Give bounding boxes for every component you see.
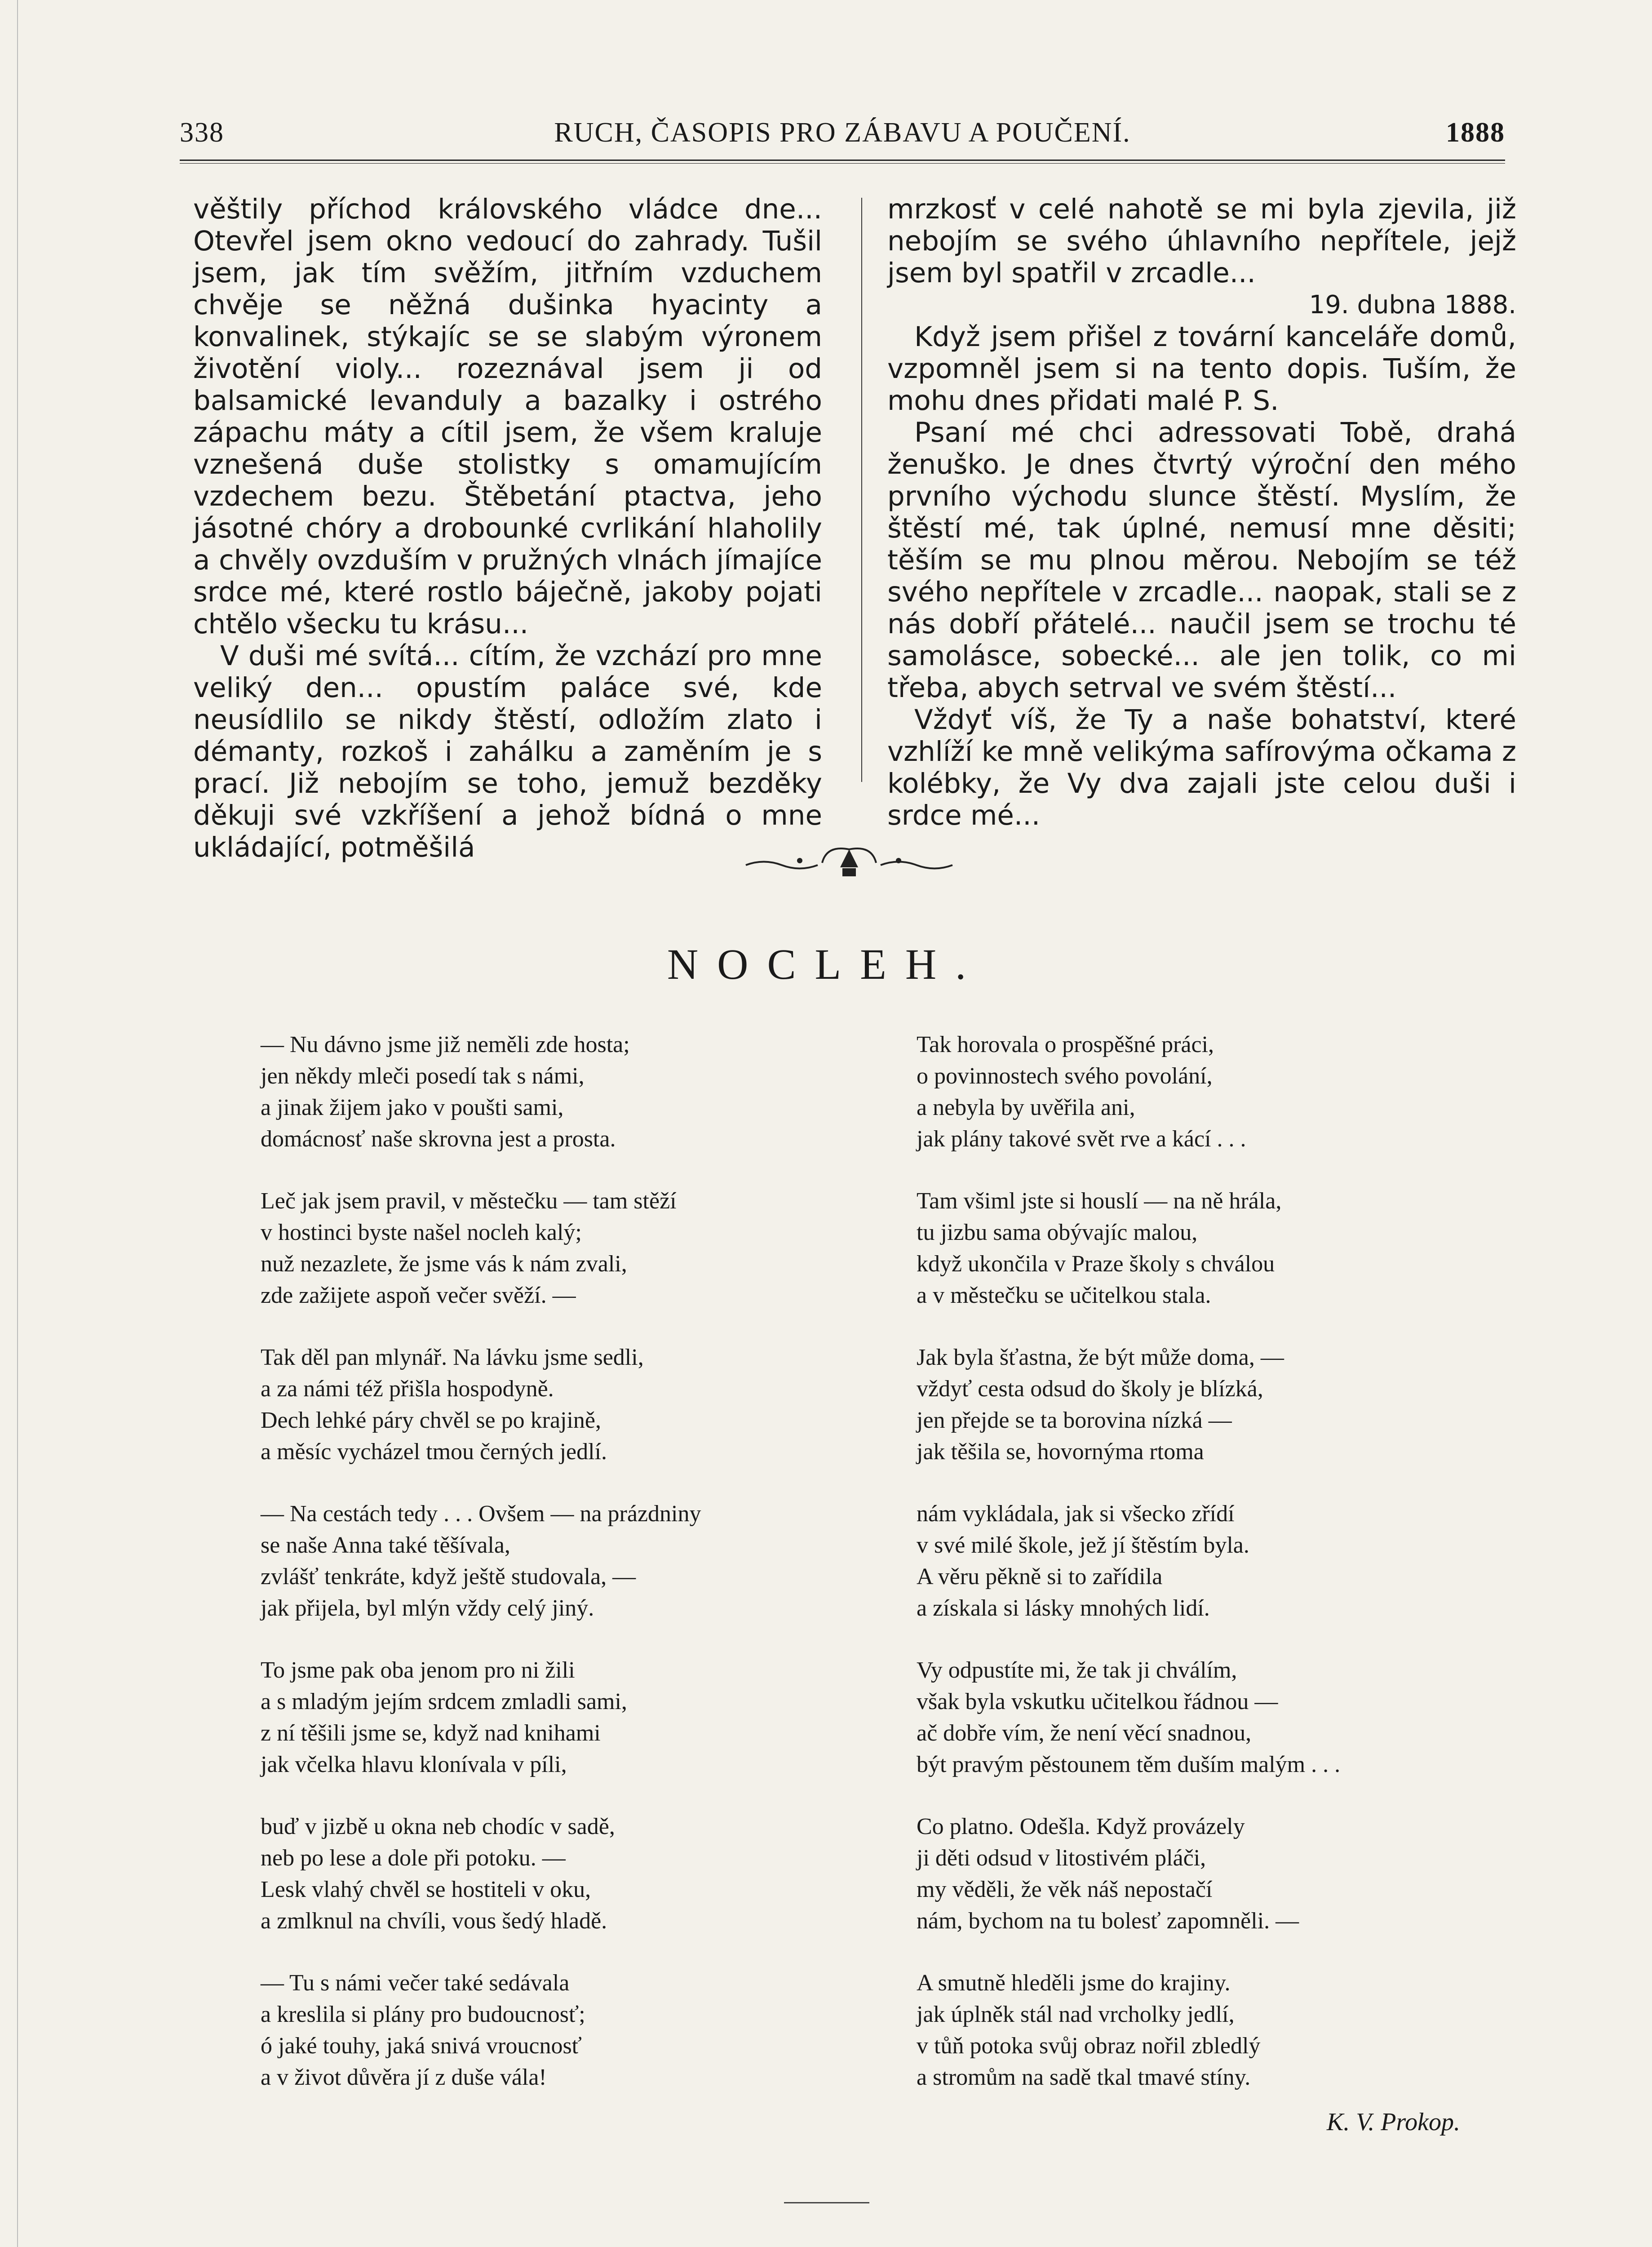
verse-line: a měsíc vycházel tmou černých jedlí.	[261, 1439, 607, 1465]
verse-line: v své milé škole, jež jí štěstím byla.	[917, 1532, 1249, 1558]
page-number: 338	[180, 117, 224, 148]
verse-line: A věru pěkně si to zařídila	[917, 1564, 1163, 1590]
verse-line: Lesk vlahý chvěl se hostiteli v oku,	[261, 1877, 591, 1902]
page-edge	[17, 0, 18, 2247]
verse-line: buď v jizbě u okna neb chodíc v sadě,	[261, 1814, 615, 1839]
stanza	[917, 1186, 1501, 1311]
verse-line: To jsme pak oba jenom pro ni žili	[261, 1657, 575, 1683]
verse-line: Dech lehké páry chvěl se po krajině,	[261, 1408, 602, 1433]
stanza	[917, 1811, 1501, 1937]
column-divider	[861, 198, 862, 782]
verse-line: jak úplněk stál nad vrcholky jedlí,	[917, 2002, 1235, 2027]
stanza	[261, 1655, 845, 1781]
verse-line: tu jizbu sama obývajíc malou,	[917, 1220, 1198, 1245]
verse-line: Co platno. Odešla. Když provázely	[917, 1814, 1245, 1839]
verse-line: nám vykládala, jak si všecko zřídí	[917, 1501, 1235, 1527]
verse-line: jen přejde se ta borovina nízká —	[917, 1408, 1232, 1433]
verse-line: zvlášť tenkráte, když ještě studovala, —	[261, 1564, 636, 1590]
verse-line: vždyť cesta odsud do školy je blízká,	[917, 1376, 1263, 1402]
journal-title: RUCH, ČASOPIS PRO ZÁBAVU A POUČENÍ.	[554, 117, 1131, 148]
verse-line: Tam všiml jste si houslí — na ně hrála,	[917, 1188, 1282, 1214]
verse-line: v tůň potoka svůj obraz nořil zbledlý	[917, 2033, 1261, 2059]
verse-line: — Na cestách tedy . . . Ovšem — na prázdniny	[261, 1501, 701, 1527]
poem-author: K. V. Prokop.	[1326, 2108, 1460, 2136]
verse-line: být pravým pěstounem těm duším malým . . .	[917, 1752, 1341, 1777]
verse-line: však byla vskutku učitelkou řádnou —	[917, 1689, 1278, 1714]
verse-line: a nebyla by uvěřila ani,	[917, 1095, 1135, 1120]
paragraph: V duši mé svítá... cítím, že vzchází pro mne veliký den... opustím paláce své, kde neusídlilo se nikdy štěstí, odložím zlato i démanty, rozkoš i zahálku a zaměním je s prací. Již nebojím se toho, jemuž bezděky děkuji své vzkříšení a jehož bídná o mne ukládající, potměšilá	[193, 640, 822, 863]
stanza	[917, 1029, 1501, 1155]
verse-line: ač dobře vím, že není věcí snadnou,	[917, 1720, 1252, 1746]
verse-line: zde zažijete aspoň večer svěží. —	[261, 1283, 576, 1308]
verse-line: jak těšila se, hovornýma rtoma	[917, 1439, 1204, 1465]
verse-line: a v život důvěra jí z duše vála!	[261, 2065, 547, 2090]
verse-line: — Tu s námi večer také sedávala	[261, 1970, 570, 1996]
verse-line: a stromům na sadě tkal tmavé stíny.	[917, 2065, 1251, 2090]
prose-right-column	[887, 193, 1516, 831]
verse-line: jak přijela, byl mlýn vždy celý jiný.	[261, 1595, 594, 1621]
stanza	[261, 1029, 845, 1155]
stanza	[917, 1342, 1501, 1468]
poem-title: NOCLEH.	[667, 940, 985, 988]
paragraph: Vždyť víš, že Ty a naše bohatství, které vzhlíží ke mně velikýma safírovýma očkama z kolébky, že Vy dva zajali jste celou duši i srdce mé...	[887, 704, 1516, 831]
verse-line: a kreslila si plány pro budoucnosť;	[261, 2002, 585, 2027]
paragraph: Psaní mé chci adressovati Tobě, drahá ženuško. Je dnes čtvrtý výroční den mého prvního východu slunce štěstí. Myslím, že štěstí mé, tak úplné, nemusí mne děsiti; těším se mu plnou měrou. Nebojím se též svého nepřítele v zrcadle... naopak, stali se z nás dobří přátelé... naučil jsem se trochu té samolásce, sobecké... ale jen tolik, co mi třeba, abych setrval ve svém štěstí...	[887, 417, 1516, 704]
poem-left-column	[261, 1029, 845, 2124]
verse-line: a jinak žijem jako v poušti sami,	[261, 1095, 564, 1120]
verse-line: o povinnostech svého povolání,	[917, 1063, 1213, 1089]
paragraph: věštily příchod královského vládce dne... Otevřel jsem okno vedoucí do zahrady. Tušil jsem, jak tím svěžím, jitřním vzduchem chvěje se něžná dušinka hyacinty a konvalinek, stýkajíc se se slabým výronem životění violy... rozeznával jsem ji od balsamické levanduly a bazalky i ostrého zápachu máty a cítil jsem, že všem kraluje vznešená duše stolistky s omamujícím vzdechem bezu. Štěbetání ptactva, jeho jásotné chóry a drobounké cvrlikání hlaholily a chvěly ovzduším v pružných vlnách jímajíce srdce mé, které rostlo báječně, jakoby pojati chtělo všecku tu krásu...	[193, 193, 822, 640]
stanza	[261, 1186, 845, 1311]
verse-line: a zmlknul na chvíli, vous šedý hladě.	[261, 1908, 607, 1934]
verse-line: Tak děl pan mlynář. Na lávku jsme sedli,	[261, 1345, 644, 1370]
end-rule	[784, 2202, 869, 2203]
stanza	[917, 1967, 1501, 2093]
year: 1888	[1446, 117, 1505, 148]
verse-line: a v městečku se učitelkou stala.	[917, 1283, 1211, 1308]
stanza	[261, 1498, 845, 1624]
verse-line: když ukončila v Praze školy s chválou	[917, 1251, 1275, 1277]
verse-line: v hostinci byste našel nocleh kalý;	[261, 1220, 582, 1245]
prose-left-column	[193, 193, 822, 863]
stanza	[261, 1342, 845, 1468]
verse-line: Leč jak jsem pravil, v městečku — tam stěží	[261, 1188, 677, 1214]
verse-line: Vy odpustíte mi, že tak ji chválím,	[917, 1657, 1237, 1683]
verse-line: a za námi též přišla hospodyně.	[261, 1376, 554, 1402]
verse-line: jen někdy mleči posedí tak s námi,	[261, 1063, 585, 1089]
header-rule	[180, 160, 1505, 164]
poem-right-column	[917, 1029, 1501, 2124]
stanza	[261, 1967, 845, 2093]
verse-line: Tak horovala o prospěšné práci,	[917, 1032, 1214, 1057]
verse-line: my věděli, že věk náš nepostačí	[917, 1877, 1213, 1902]
verse-line: jak plány takové svět rve a kácí . . .	[917, 1126, 1246, 1152]
verse-line: z ní těšili jsme se, když nad knihami	[261, 1720, 601, 1746]
verse-line: domácnosť naše skrovna jest a prosta.	[261, 1126, 616, 1152]
verse-line: nám, bychom na tu bolesť zapomněli. —	[917, 1908, 1299, 1934]
verse-line: jak včelka hlavu klonívala v píli,	[261, 1752, 567, 1777]
verse-line: Jak byla šťastna, že být může doma, —	[917, 1345, 1284, 1370]
stanza	[917, 1655, 1501, 1781]
decorative-ornament	[737, 840, 961, 885]
stanza	[261, 1811, 845, 1937]
paragraph: Když jsem přišel z tovární kanceláře domů, vzpomněl jsem si na tento dopis. Tuším, že mohu dnes přidati malé P. S.	[887, 321, 1516, 417]
verse-line: A smutně hleděli jsme do krajiny.	[917, 1970, 1231, 1996]
verse-line: neb po lese a dole při potoku. —	[261, 1845, 566, 1871]
verse-line: ó jaké touhy, jaká snivá vroucnosť	[261, 2033, 582, 2059]
verse-line: se naše Anna také těšívala,	[261, 1532, 510, 1558]
verse-line: a získala si lásky mnohých lidí.	[917, 1595, 1210, 1621]
stanza	[917, 1498, 1501, 1624]
verse-line: ji děti odsud v litostivém pláči,	[917, 1845, 1206, 1871]
verse-line: a s mladým jejím srdcem zmladli sami,	[261, 1689, 627, 1714]
paragraph: mrzkosť v celé nahotě se mi byla zjevila, již nebojím se svého úhlavního nepřítele, jejž jsem byl spatřil v zrcadle...	[887, 193, 1516, 289]
verse-line: — Nu dávno jsme již neměli zde hosta;	[261, 1032, 630, 1057]
letter-date: 19. dubna 1888.	[1309, 290, 1516, 320]
verse-line: nuž nezazlete, že jsme vás k nám zvali,	[261, 1251, 627, 1277]
running-header	[180, 112, 1505, 148]
